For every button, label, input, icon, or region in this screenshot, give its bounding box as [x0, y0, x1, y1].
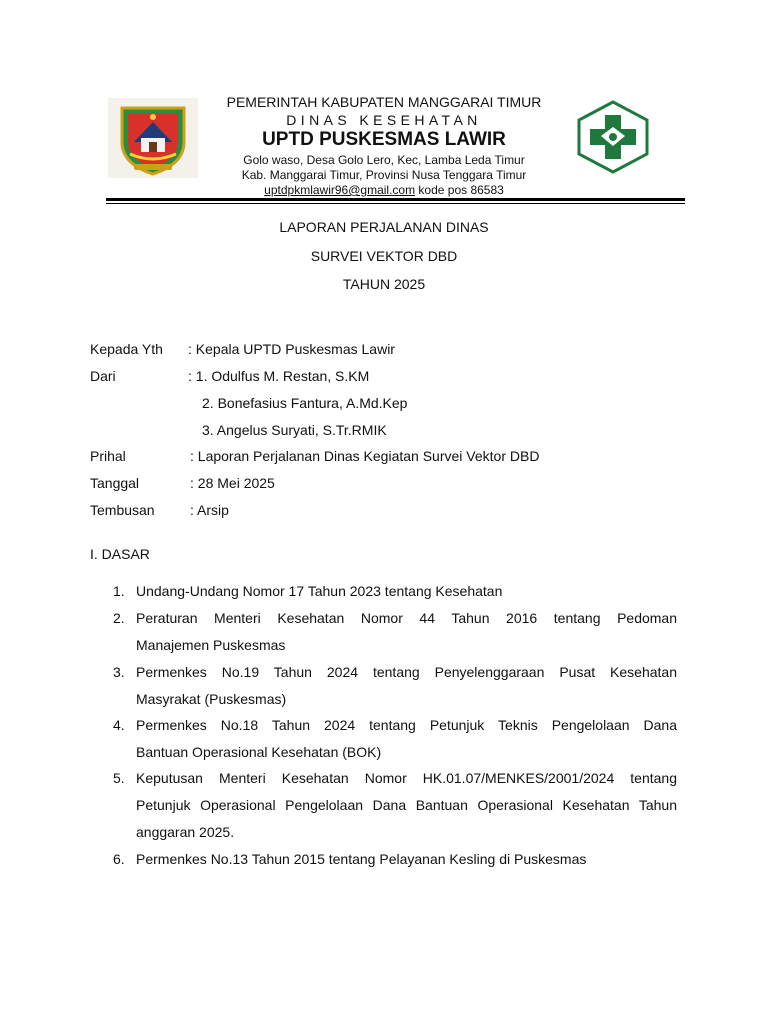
- dari-value-3: 3. Angelus Suryati, S.Tr.RMIK: [202, 422, 387, 438]
- list-item-number: 5.: [113, 770, 125, 786]
- list-item-line: Permenkes No.18 Tahun 2024 tentang Petunjuk Teknis Pengelolaan Dana: [136, 717, 677, 733]
- list-item-line: Bantuan Operasional Kesehatan (BOK): [136, 744, 382, 760]
- tembusan-label: Tembusan: [90, 502, 155, 518]
- kepada-value: : Kepala UPTD Puskesmas Lawir: [188, 341, 395, 357]
- postal-code: kode pos 86583: [415, 183, 504, 197]
- list-item-line: Manajemen Puskesmas: [136, 637, 286, 653]
- tanggal-label: Tanggal: [90, 475, 140, 491]
- section-heading: I. DASAR: [90, 546, 150, 562]
- list-item-line: Petunjuk Operasional Pengelolaan Dana Bantuan Operasional Kesehatan Tahun: [136, 797, 677, 813]
- kepada-label: Kepada Yth: [90, 341, 163, 357]
- dari-value-2: 2. Bonefasius Fantura, A.Md.Kep: [202, 395, 408, 411]
- list-item-line: Undang-Undang Nomor 17 Tahun 2023 tentang Kesehatan: [136, 583, 503, 599]
- letterhead-rule-thin: [106, 203, 685, 204]
- list-item-number: 3.: [113, 664, 125, 680]
- report-title: LAPORAN PERJALANAN DINAS: [279, 219, 489, 235]
- government-name: PEMERINTAH KABUPATEN MANGGARAI TIMUR: [226, 94, 542, 110]
- prihal-value: : Laporan Perjalanan Dinas Kegiatan Survei Vektor DBD: [190, 448, 540, 464]
- list-item-number: 2.: [113, 610, 125, 626]
- prihal-label: Prihal: [90, 448, 126, 464]
- list-item-number: 4.: [113, 717, 125, 733]
- dari-label: Dari: [90, 368, 116, 384]
- list-item-line: Masyrakat (Puskesmas): [136, 691, 287, 707]
- list-item-line: Permenkes No.13 Tahun 2015 tentang Pelayanan Kesling di Puskesmas: [136, 851, 587, 867]
- list-item-line: Permenkes No.19 Tahun 2024 tentang Penyelenggaraan Pusat Kesehatan: [136, 664, 677, 680]
- report-year: TAHUN 2025: [342, 276, 426, 292]
- address-line-2: Kab. Manggarai Timur, Provinsi Nusa Tenggara Timur: [241, 168, 527, 182]
- email-link[interactable]: uptdpkmlawir96@gmail.com: [264, 183, 416, 197]
- contact-line: [200, 183, 568, 197]
- letterhead-rule-thick: [106, 198, 685, 201]
- institution-name: UPTD PUSKESMAS LAWIR: [262, 129, 506, 150]
- report-subtitle: SURVEI VEKTOR DBD: [310, 248, 458, 264]
- dari-value-1: : 1. Odulfus M. Restan, S.KM: [188, 368, 370, 384]
- list-item-line: Keputusan Menteri Kesehatan Nomor HK.01.07/MENKES/2001/2024 tentang: [136, 770, 677, 786]
- list-item-line: Peraturan Menteri Kesehatan Nomor 44 Tahun 2016 tentang Pedoman: [136, 610, 677, 626]
- address-line-1: Golo waso, Desa Golo Lero, Kec, Lamba Leda Timur: [243, 153, 525, 167]
- list-item-number: 6.: [113, 851, 125, 867]
- department-name: DINAS KESEHATAN: [286, 112, 482, 128]
- regency-coat-of-arms-icon: [108, 98, 198, 178]
- tanggal-value: : 28 Mei 2025: [190, 475, 275, 491]
- list-item-number: 1.: [113, 583, 125, 599]
- puskesmas-cross-logo-icon: [575, 100, 651, 174]
- list-item-line: anggaran 2025.: [136, 824, 235, 840]
- tembusan-value: : Arsip: [190, 502, 229, 518]
